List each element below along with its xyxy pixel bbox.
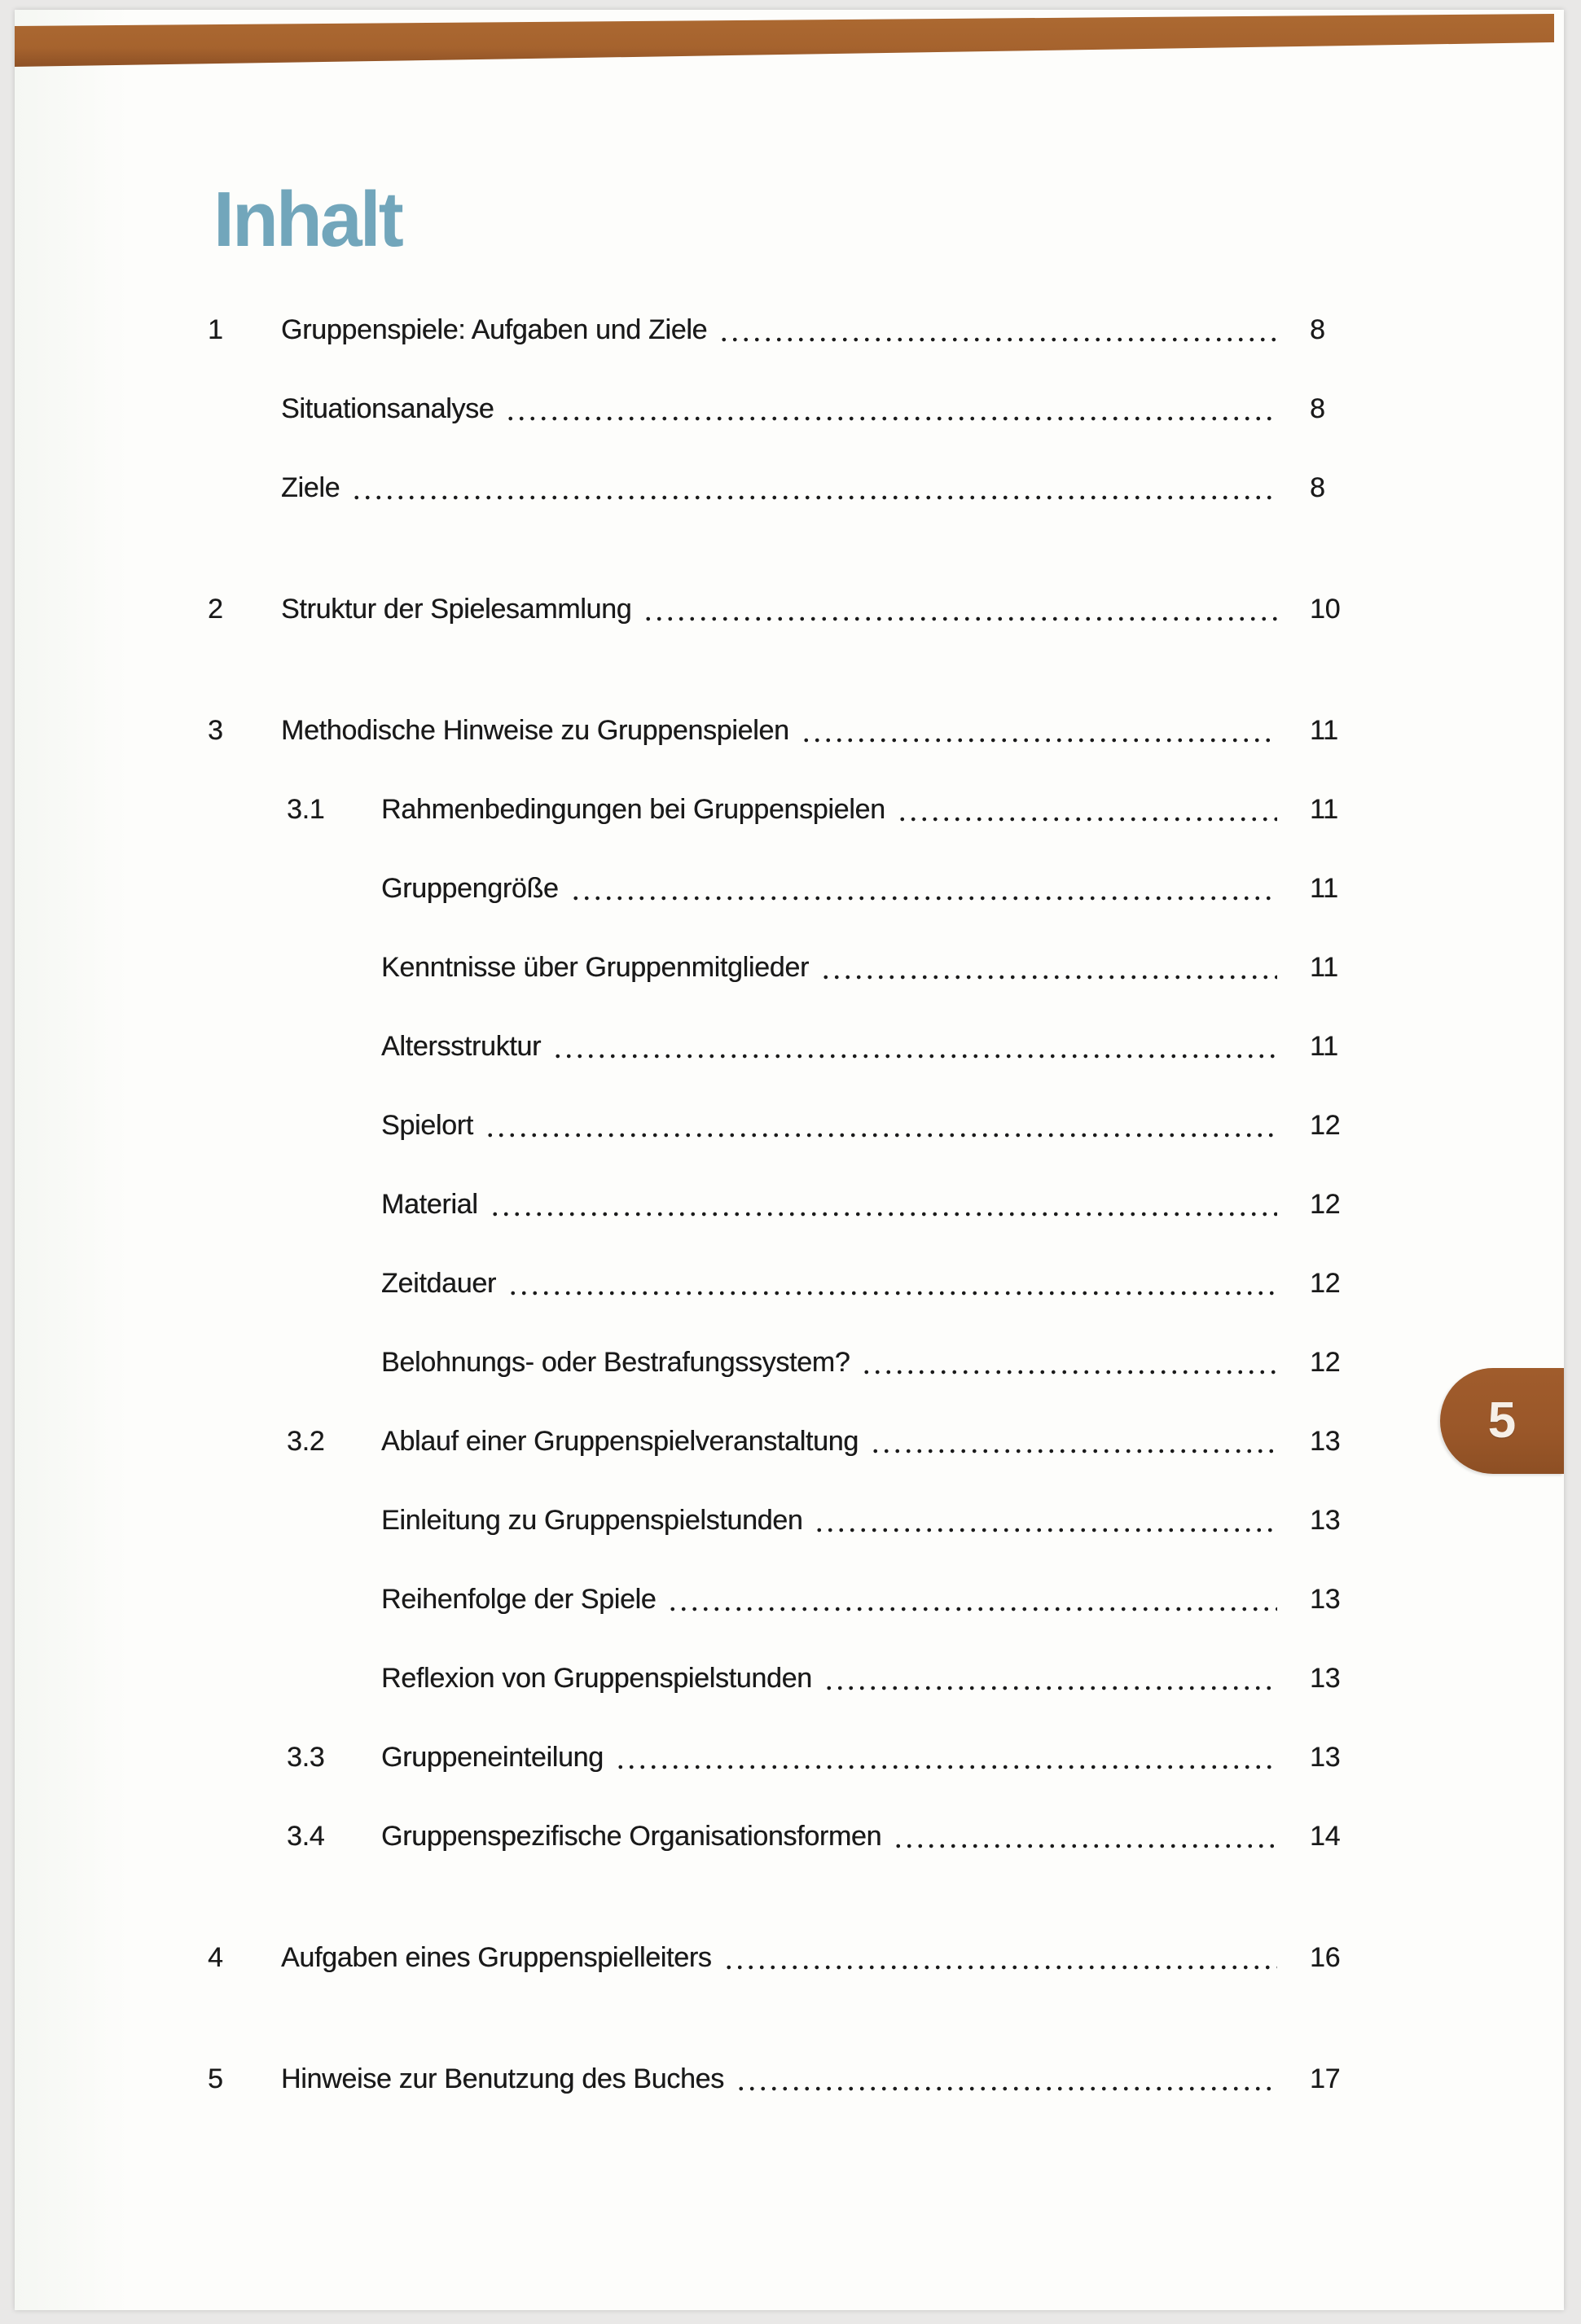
toc-page-number: 13 (1310, 1663, 1341, 1694)
dotted-leader (861, 1323, 1277, 1402)
dotted-leader (723, 1918, 1278, 1997)
toc-row (15, 1244, 1564, 1323)
page-number-tab (1440, 1368, 1564, 1474)
toc-page-number: 8 (1310, 393, 1325, 424)
toc-entry-number: 3 (208, 715, 223, 746)
dotted-leader (643, 570, 1277, 649)
toc-row (15, 1086, 1564, 1165)
toc-page-number: 10 (1310, 594, 1341, 625)
page-sheet (15, 10, 1564, 2310)
dotted-leader (814, 1481, 1277, 1560)
dotted-leader (736, 2040, 1277, 2119)
toc-page-number: 13 (1310, 1426, 1341, 1457)
dotted-leader (351, 449, 1277, 528)
toc-entry-label: Einleitung zu Gruppenspielstunden (381, 1505, 803, 1536)
toc-page-number: 13 (1310, 1742, 1341, 1773)
toc-row (15, 291, 1564, 370)
toc-entry-label: Gruppengröße (381, 873, 559, 904)
dotted-leader (505, 370, 1277, 449)
toc (15, 291, 1564, 2119)
toc-entry-number: 3.4 (287, 1821, 325, 1852)
toc-entry-label: Struktur der Spielesammlung (281, 594, 632, 625)
toc-entry-label: Belohnungs- oder Bestrafungssystem? (381, 1347, 850, 1378)
dotted-leader (667, 1560, 1277, 1639)
toc-entry-label: Material (381, 1189, 478, 1220)
dotted-leader (823, 1639, 1277, 1718)
tab-number: 5 (1487, 1392, 1517, 1449)
dotted-leader (870, 1402, 1277, 1481)
toc-page-number: 11 (1310, 715, 1338, 746)
toc-row (15, 691, 1564, 770)
toc-row (15, 1481, 1564, 1560)
toc-entry-label: Rahmenbedingungen bei Gruppenspielen (381, 794, 885, 825)
toc-page-number: 11 (1310, 1031, 1338, 1062)
toc-entry-number: 3.1 (287, 794, 325, 825)
dotted-leader (820, 928, 1277, 1007)
dotted-leader (570, 849, 1277, 928)
toc-page-number: 8 (1310, 314, 1325, 345)
dotted-leader (615, 1718, 1277, 1797)
toc-page-number: 11 (1310, 794, 1338, 825)
toc-row (15, 1639, 1564, 1718)
toc-row (15, 2040, 1564, 2119)
toc-row (15, 770, 1564, 849)
toc-page-number: 11 (1310, 952, 1338, 983)
toc-row (15, 1918, 1564, 1997)
toc-entry-number: 3.2 (287, 1426, 325, 1457)
toc-entry-label: Aufgaben eines Gruppenspielleiters (281, 1942, 712, 1973)
toc-page-number: 12 (1310, 1189, 1341, 1220)
toc-entry-label: Kenntnisse über Gruppenmitglieder (381, 952, 809, 983)
toc-row (15, 849, 1564, 928)
dotted-leader (718, 291, 1277, 370)
toc-page-number: 11 (1310, 873, 1338, 904)
toc-row (15, 570, 1564, 649)
dotted-leader (507, 1244, 1277, 1323)
dotted-leader (893, 1797, 1277, 1876)
toc-row (15, 1165, 1564, 1244)
toc-entry-number: 4 (208, 1942, 223, 1973)
toc-entry-number: 2 (208, 594, 223, 625)
toc-page-number: 12 (1310, 1268, 1341, 1299)
toc-page-number: 13 (1310, 1505, 1341, 1536)
toc-page-number: 17 (1310, 2063, 1341, 2094)
toc-entry-label: Situationsanalyse (281, 393, 494, 424)
toc-row (15, 1402, 1564, 1481)
toc-row (15, 1323, 1564, 1402)
dotted-leader (485, 1086, 1277, 1165)
toc-page-number: 12 (1310, 1347, 1341, 1378)
toc-row (15, 1560, 1564, 1639)
toc-entry-label: Spielort (381, 1110, 473, 1141)
dotted-leader (552, 1007, 1277, 1086)
toc-entry-label: Reihenfolge der Spiele (381, 1584, 657, 1615)
toc-entry-label: Methodische Hinweise zu Gruppenspielen (281, 715, 789, 746)
toc-entry-label: Reflexion von Gruppenspielstunden (381, 1663, 812, 1694)
toc-row (15, 928, 1564, 1007)
toc-row (15, 1797, 1564, 1876)
toc-entry-label: Gruppenspiele: Aufgaben und Ziele (281, 314, 708, 345)
toc-entry-label: Zeitdauer (381, 1268, 496, 1299)
toc-row (15, 370, 1564, 449)
toc-row (15, 1007, 1564, 1086)
toc-entry-number: 1 (208, 314, 223, 345)
toc-entry-label: Hinweise zur Benutzung des Buches (281, 2063, 724, 2094)
toc-entry-number: 3.3 (287, 1742, 325, 1773)
toc-page-number: 13 (1310, 1584, 1341, 1615)
toc-page-number: 8 (1310, 472, 1325, 503)
toc-entry-label: Altersstruktur (381, 1031, 542, 1062)
top-brown-band (15, 10, 1554, 78)
toc-page-number: 16 (1310, 1942, 1341, 1973)
toc-row (15, 449, 1564, 528)
toc-page-number: 12 (1310, 1110, 1341, 1141)
toc-entry-label: Ablauf einer Gruppenspielveranstaltung (381, 1426, 859, 1457)
toc-entry-number: 5 (208, 2063, 223, 2094)
toc-page-number: 14 (1310, 1821, 1341, 1852)
toc-row (15, 1718, 1564, 1797)
toc-entry-label: Gruppenspezifische Organisationsformen (381, 1821, 882, 1852)
page-title: Inhalt (213, 176, 402, 263)
dotted-leader (897, 770, 1277, 849)
toc-entry-label: Ziele (281, 472, 340, 503)
toc-entry-label: Gruppeneinteilung (381, 1742, 604, 1773)
dotted-leader (490, 1165, 1277, 1244)
dotted-leader (801, 691, 1277, 770)
